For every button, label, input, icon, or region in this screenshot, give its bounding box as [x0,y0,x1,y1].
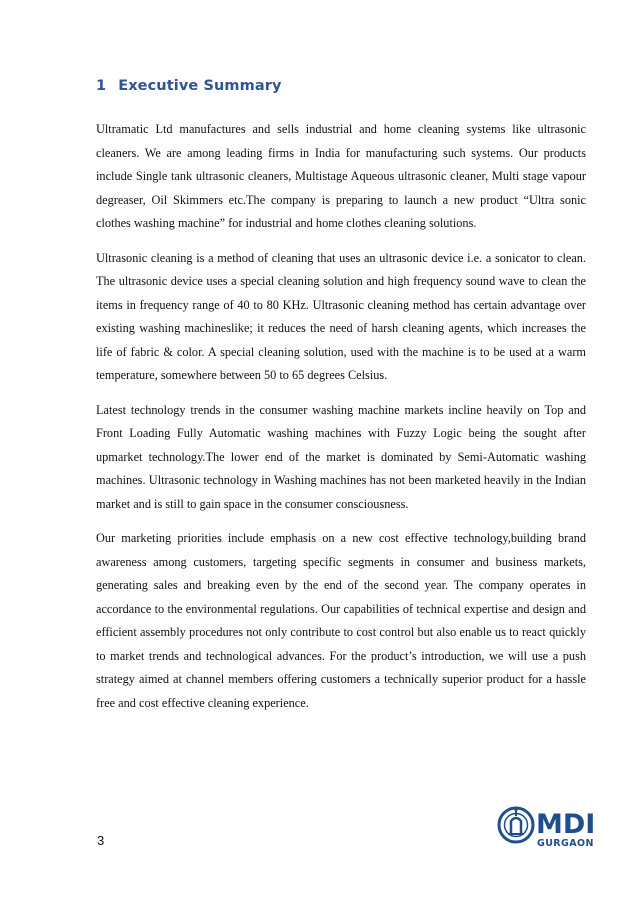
logo-emblem-icon [499,807,533,842]
paragraph-ultrasonic: Ultrasonic cleaning is a method of cleaning that uses an ultrasonic device i.e. a sonicator to clean. The ultrasonic device uses a special cleaning solution and high frequency sound wave to clean the items in frequency range of 40 to 80 KHz. Ultrasonic cleaning method has certain advantage over existing washing machineslike; it reduces the need of harsh cleaning agents, which increases the life of fabric & color. A special cleaning solution, used with the machine is to be used at a warm temperature, somewhere between 50 to 65 degrees Celsius. [96,250,586,382]
section-heading [96,78,282,94]
section-number: 1 [96,78,107,94]
logo-subtext: GURGAON [537,838,594,849]
mdi-logo [496,795,616,855]
logo-text: MDI [536,809,596,840]
paragraph-trends: Latest technology trends in the consumer washing machine markets incline heavily on Top and Front Loading Fully Automatic washing machines with Fuzzy Logic being the sought after upmarket technology.The lower end of the market is dominated by Semi-Automatic washing machines. Ultrasonic technology in Washing machines has not been marketed heavily in the Indian market and is still to gain space in the consumer consciousness. [96,402,586,511]
body-text [96,118,586,726]
paragraph-intro: Ultramatic Ltd manufactures and sells industrial and home cleaning systems like ultrasonic cleaners. We are among leading firms in India for manufacturing such systems. Our products include Single tank ultrasonic cleaners, Multistage Aqueous ultrasonic cleaner, Multi stage vapour degreaser, Oil Skimmers etc.The company is preparing to launch a new product “Ultra sonic clothes washing machine” for industrial and home clothes cleaning solutions. [96,122,586,230]
paragraph-marketing: Our marketing priorities include emphasis on a new cost effective technology,building brand awareness among customers, targeting specific segments in consumer and business markets, generating sales and breaking even by the end of the second year. The company operates in accordance to the environmental regulations. Our capabilities of technical expertise and design and efficient assembly procedures not only contribute to cost control but also enable us to react quickly to market trends and technological advances. For the product’s introduction, we will use a push strategy aimed at channel members offering customers a technically superior product for a hassle free and cost effective cleaning experience. [96,531,586,710]
page-number: 3 [97,833,105,848]
section-title: Executive Summary [118,78,282,94]
